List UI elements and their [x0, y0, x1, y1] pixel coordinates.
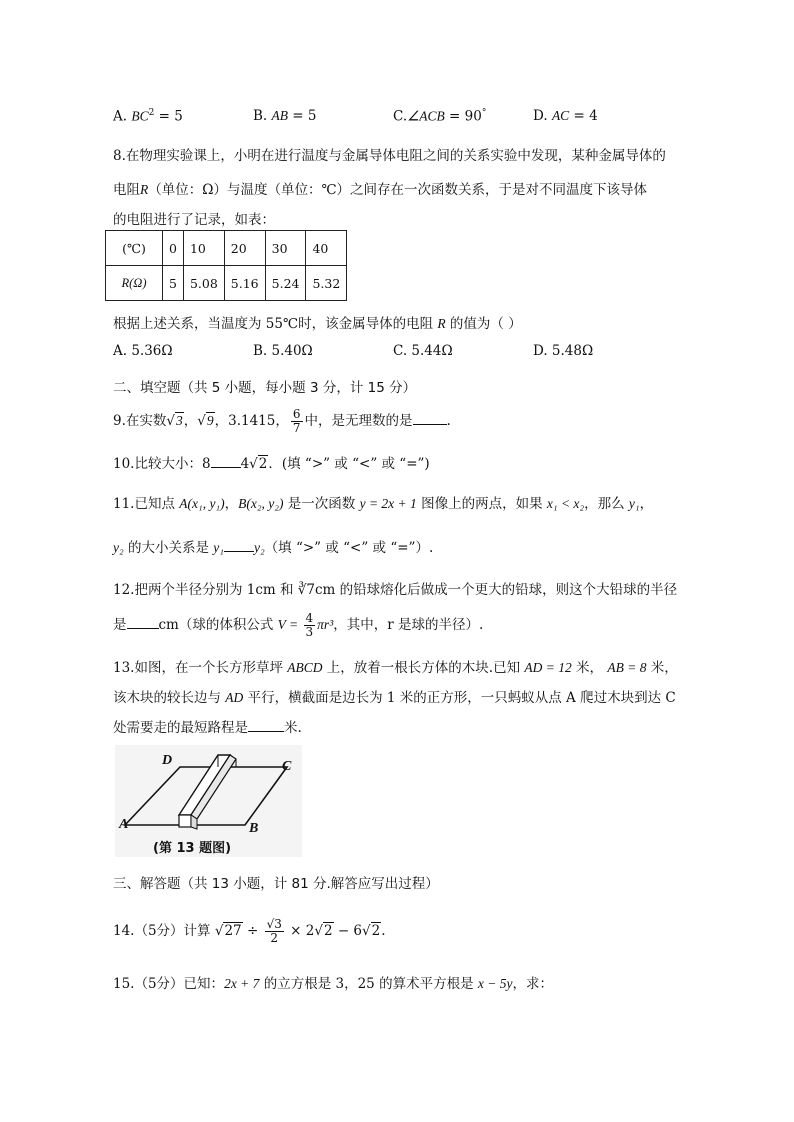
q8-option-a: A. 5.36Ω	[113, 343, 173, 359]
q12-line1: 12.把两个半径分别为 1cm 和 ∛7cm 的铅球熔化后做成一个更大的铅球，则这个大铅球的半径	[113, 582, 678, 598]
q12-line2: 是 cm（球的体积公式 V = $\frac{4}{3}$ πr³，其中，r 是球的半径）.	[113, 611, 484, 639]
table-cell: 5.16	[224, 266, 265, 301]
q11-line1: 11.已知点 A(x₁, y₁)，B(x₂, y₂) 是一次函数 y = 2x + 1 图像上的两点，如果 x₁ < x₂，那么 y₁，	[113, 496, 654, 512]
figure-caption: (第 13 题图)	[153, 841, 232, 856]
q8-line3: 的电阻进行了记录，如表：	[113, 212, 275, 228]
section-2-heading: 二、填空题（共 5 小题，每小题 3 分，计 15 分）	[113, 380, 417, 396]
table-cell: 5.32	[306, 266, 347, 301]
section-3-heading: 三、解答题（共 13 小题，计 81 分.解答应写出过程）	[113, 876, 439, 892]
q8-option-d: D. 5.48Ω	[533, 343, 594, 359]
q11-line2: y₂ 的大小关系是 y₁ y₂（填 “>” 或 “<” 或 “=”）.	[113, 540, 434, 556]
table-cell: 10	[183, 231, 224, 266]
q7-option-b: B. AB = 5	[253, 108, 317, 124]
q9: 9.在实数√3，√9，3.1415， $\frac{6}{7}$ 中，是无理数的是 .	[113, 407, 451, 435]
q15: 15.（5分）已知：2x + 7 的立方根是 3，25 的算术平方根是 x − 5y，求：	[113, 976, 553, 992]
q13-line1: 13.如图，在一个长方形草坪 ABCD 上，放着一根长方体的木块.已知 AD = 12 米， AB = 8 米，	[113, 660, 678, 676]
table-cell: 20	[224, 231, 265, 266]
q7-option-c: C.∠ACB = 90°	[393, 108, 487, 125]
table-cell: 0	[163, 231, 184, 266]
q8-line1: 8.在物理实验课上，小明在进行温度与金属导体电阻之间的关系实验中发现，某种金属导体的	[113, 148, 666, 164]
q10: 10.比较大小：8 4√2．(填 “>” 或 “<” 或 “=”)	[113, 456, 430, 472]
figure-label-a: A	[119, 817, 129, 832]
q8-option-c: C. 5.44Ω	[393, 343, 453, 359]
q7-option-d: D. AC = 4	[533, 108, 598, 124]
q13-line2: 该木块的较长边与 AD 平行，横截面是边长为 1 米的正方形，一只蚂蚁从点 A 爬过木块到达 C	[113, 690, 676, 706]
table-cell: 5.24	[265, 266, 306, 301]
figure-label-b: B	[249, 821, 259, 836]
table-cell: 40	[306, 231, 347, 266]
q13-figure	[115, 745, 302, 857]
q8-line2: 电阻R（单位：Ω）与温度（单位：℃）之间存在一次函数关系，于是对不同温度下该导体	[113, 182, 648, 198]
table-cell: 5	[163, 266, 184, 301]
table-cell: 30	[265, 231, 306, 266]
q8-stem: 根据上述关系，当温度为 55℃时，该金属导体的电阻 R 的值为（ ）	[113, 316, 522, 332]
q13-line3: 处需要走的最短路程是 米.	[113, 720, 302, 736]
table-header-cell: R(Ω)	[106, 266, 163, 301]
q8-option-b: B. 5.40Ω	[253, 343, 313, 359]
figure-label-c: C	[282, 759, 292, 774]
table-cell: 5.08	[183, 266, 224, 301]
q7-option-a: A. $BC^2 = 5$	[113, 108, 183, 125]
table-header-cell: (℃)	[106, 231, 163, 266]
figure-label-d: D	[162, 753, 173, 768]
q8-data-table	[105, 230, 347, 301]
table-row	[106, 266, 347, 301]
table-row	[106, 231, 347, 266]
q14: 14.（5分）计算 √27 ÷ $\frac{√3}{2}$ × 2√2 − 6√2.	[113, 917, 386, 945]
